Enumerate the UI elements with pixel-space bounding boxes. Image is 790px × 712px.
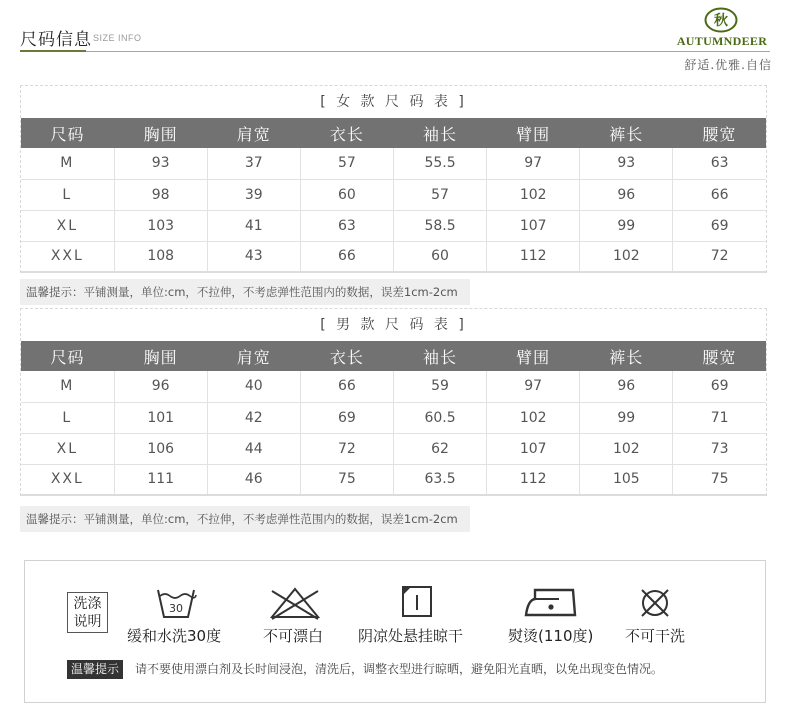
table-cell: 107	[487, 210, 580, 241]
brand-name: AUTUMNDEER	[676, 34, 768, 48]
iron-icon	[523, 586, 579, 618]
column-header: 尺码	[21, 118, 114, 148]
table-cell: 44	[207, 433, 300, 464]
table-cell: 62	[394, 433, 487, 464]
table-cell: 63	[673, 148, 766, 179]
table-cell: 108	[114, 241, 207, 272]
table-row	[21, 433, 766, 464]
women-table-caption: [ 女 款 尺 码 表 ]	[320, 94, 467, 110]
men-table-caption: [ 男 款 尺 码 表 ]	[320, 317, 467, 333]
column-header: 袖长	[394, 341, 487, 371]
care-item-text: 缓和水洗30度	[127, 627, 222, 645]
table-cell: 96	[580, 179, 673, 210]
table-cell: 96	[114, 371, 207, 402]
table-cell: 102	[487, 402, 580, 433]
table-cell: 103	[114, 210, 207, 241]
table-cell: 93	[114, 148, 207, 179]
table-row	[21, 402, 766, 433]
column-header: 衣长	[300, 118, 393, 148]
table-cell: 96	[580, 371, 673, 402]
table-cell: 66	[300, 371, 393, 402]
table-cell: 58.5	[394, 210, 487, 241]
table-cell: 75	[673, 464, 766, 495]
page-subtitle: SIZE INFO	[93, 33, 142, 43]
title-underline	[20, 50, 86, 52]
table-cell: 112	[487, 464, 580, 495]
table-row	[21, 210, 766, 241]
column-header: 肩宽	[207, 341, 300, 371]
table-row	[21, 464, 766, 495]
column-header: 腰宽	[673, 118, 766, 148]
brand-slogan: 舒适.优雅.自信	[684, 58, 772, 72]
table-cell: 40	[207, 371, 300, 402]
table-row	[21, 179, 766, 210]
table-cell: 59	[394, 371, 487, 402]
line-dry-shade-icon	[401, 585, 433, 619]
table-cell: XXL	[21, 464, 114, 495]
care-tip-text: 请不要使用漂白剂及长时间浸泡，清洗后，调整衣型进行晾晒，避免阳光直晒，以免出现变色情况。	[135, 662, 664, 676]
page-header	[0, 0, 790, 80]
table-cell: M	[21, 371, 114, 402]
table-row	[21, 371, 766, 402]
table-cell: 66	[300, 241, 393, 272]
table-cell: 60	[394, 241, 487, 272]
men-table	[21, 341, 766, 496]
column-header: 肩宽	[207, 118, 300, 148]
care-item-text: 不可干洗	[625, 627, 686, 645]
no-dry-clean-icon	[638, 586, 672, 620]
table-cell: 57	[394, 179, 487, 210]
table-header-row	[21, 118, 766, 148]
table-cell: 69	[673, 371, 766, 402]
column-header: 胸围	[114, 118, 207, 148]
wash-30-icon	[155, 586, 197, 620]
table-cell: 41	[207, 210, 300, 241]
column-header: 胸围	[114, 341, 207, 371]
care-item-text: 不可漂白	[263, 627, 324, 645]
table-cell: 106	[114, 433, 207, 464]
table-cell: 46	[207, 464, 300, 495]
table-cell: 60.5	[394, 402, 487, 433]
table-cell: 99	[580, 210, 673, 241]
table-cell: 39	[207, 179, 300, 210]
women-size-table	[20, 85, 767, 273]
table-cell: 72	[300, 433, 393, 464]
care-label-line: 说明	[73, 614, 102, 630]
table-cell: 42	[207, 402, 300, 433]
column-header: 衣长	[300, 341, 393, 371]
table-cell: 63	[300, 210, 393, 241]
table-cell: 66	[673, 179, 766, 210]
men-size-table	[20, 308, 767, 496]
table-cell: 55.5	[394, 148, 487, 179]
table-cell: L	[21, 179, 114, 210]
table-cell: 97	[487, 148, 580, 179]
table-cell: 99	[580, 402, 673, 433]
table-cell: 105	[580, 464, 673, 495]
column-header: 袖长	[394, 118, 487, 148]
table-row	[21, 148, 766, 179]
column-header: 裤长	[580, 341, 673, 371]
table-cell: 101	[114, 402, 207, 433]
table-cell: 72	[673, 241, 766, 272]
table-cell: XL	[21, 210, 114, 241]
care-instructions	[24, 560, 766, 703]
table-cell: 102	[580, 241, 673, 272]
wash-temperature: 30	[169, 602, 183, 615]
column-header: 腰宽	[673, 341, 766, 371]
men-measure-note: 温馨提示：平铺测量，单位:cm，不拉伸，不考虑弹性范围内的数据，误差1cm-2cm	[20, 506, 470, 532]
table-cell: XL	[21, 433, 114, 464]
women-table	[21, 118, 766, 273]
table-cell: 112	[487, 241, 580, 272]
brand-logo-icon	[704, 7, 738, 33]
table-header-row	[21, 341, 766, 371]
column-header: 臂围	[487, 118, 580, 148]
table-cell: 63.5	[394, 464, 487, 495]
table-cell: 57	[300, 148, 393, 179]
table-cell: 69	[300, 402, 393, 433]
column-header: 裤长	[580, 118, 673, 148]
care-label	[67, 592, 108, 633]
care-item-text: 阴凉处悬挂晾干	[358, 627, 464, 645]
table-cell: 98	[114, 179, 207, 210]
table-cell: 107	[487, 433, 580, 464]
table-cell: 97	[487, 371, 580, 402]
table-cell: 102	[487, 179, 580, 210]
table-cell: 111	[114, 464, 207, 495]
column-header: 尺码	[21, 341, 114, 371]
table-cell: 69	[673, 210, 766, 241]
table-cell: 73	[673, 433, 766, 464]
care-label-line: 洗涤	[73, 596, 102, 612]
table-cell: L	[21, 402, 114, 433]
header-divider	[86, 51, 770, 52]
page-title: 尺码信息	[20, 30, 92, 50]
table-cell: 43	[207, 241, 300, 272]
table-cell: 60	[300, 179, 393, 210]
table-cell: 93	[580, 148, 673, 179]
tip-badge: 温馨提示	[67, 660, 123, 679]
table-cell: 75	[300, 464, 393, 495]
table-cell: M	[21, 148, 114, 179]
table-cell: 71	[673, 402, 766, 433]
women-measure-note: 温馨提示：平铺测量，单位:cm，不拉伸，不考虑弹性范围内的数据，误差1cm-2cm	[20, 279, 470, 305]
table-cell: XXL	[21, 241, 114, 272]
table-cell: 37	[207, 148, 300, 179]
care-item-text: 熨烫(110度)	[508, 627, 594, 645]
brand-logo-mark: 秋	[714, 13, 728, 29]
column-header: 臂围	[487, 341, 580, 371]
table-row	[21, 241, 766, 272]
table-cell: 102	[580, 433, 673, 464]
no-bleach-icon	[268, 586, 322, 620]
